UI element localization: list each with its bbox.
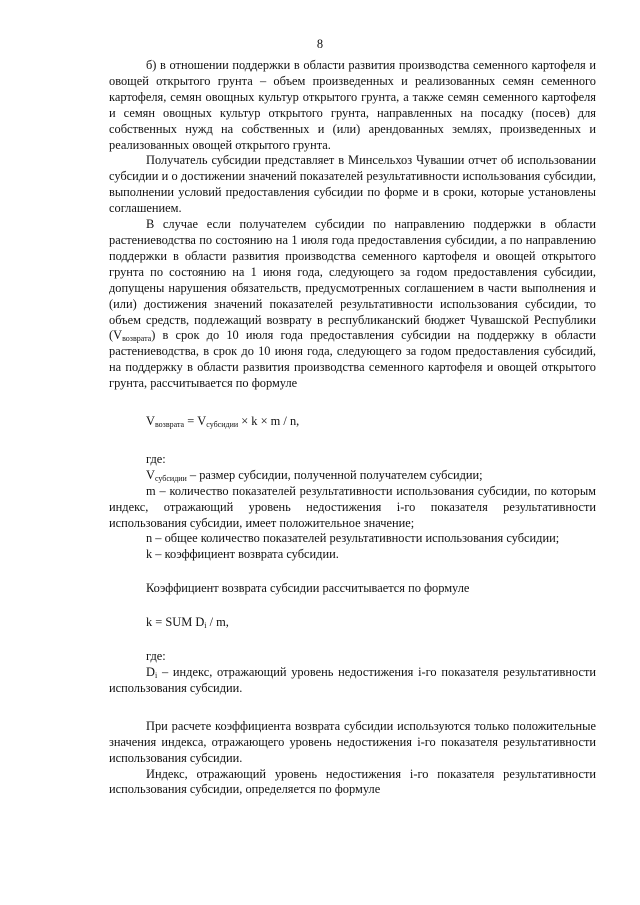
definition-symbol: D [146, 665, 155, 679]
definition-m: m – количество показателей результативности использования субсидии, по которым индекс, отражающий уровень недостижения i-го показателя результативности использования субсидии, имеет положительное значение; [109, 483, 596, 530]
paragraph-text-part: ) в срок до 10 июля года предоставления субсидии на поддержку в области растениеводства, в срок до 10 июня года, следующего за годом предоставления субсидий, на поддержку в области развития производства семенного картофеля и овощей открытого грунта, рассчитывается по формуле [109, 328, 596, 391]
formula-symbol: k = SUM D [146, 615, 205, 630]
formula-return-volume [109, 414, 596, 430]
definition-k: k – коэффициент возврата субсидии. [146, 547, 339, 562]
formula-symbol: = V [184, 414, 207, 429]
paragraph-report-submission: Получатель субсидии представляет в Минсельхоз Чувашии отчет об использовании субсидии и о достижении значений показателей результативности использования субсидии, выполнении условий предоставления субсидии по форме и в сроки, которые установлены соглашением. [109, 153, 596, 216]
definition-subscript: i [154, 671, 158, 680]
paragraph-index-definition: Индекс, отражающий уровень недостижения i-го показателя результативности использования субсидии, определяется по формуле [109, 766, 596, 797]
definition-text: – индекс, отражающий уровень недостижения i-го показателя результативности использования субсидии. [109, 665, 596, 695]
formula-symbol: × k × m / n, [238, 414, 300, 429]
formula-subscript: i [204, 621, 207, 631]
coefficient-intro: Коэффициент возврата субсидии рассчитывается по формуле [146, 581, 470, 596]
formula-symbol: / m, [206, 615, 229, 630]
paragraph-text-part: В случае если получателем субсидии по направлению поддержки в области растениеводства по состоянию на 1 июля года предоставления субсидии, а по направлению поддержки в области развития производства семенного картофеля и овощей открытого грунта по состоянию на 1 июня года, следующего за годом предоставления субсидии, допущены нарушения обязательств, предусмотренных соглашением в части выполнения и (или) достижения значений показателей результативности использования субсидии, то объем средств, подлежащий возврату в республиканский бюджет Чувашской Республики (V [109, 217, 596, 343]
where-label: где: [146, 649, 166, 664]
paragraph-return-violation [109, 217, 596, 392]
paragraph-positive-values: При расчете коэффициента возврата субсидии используются только положительные значения индекса, отражающего уровень недостижения i-го показателя результативности использования субсидии. [109, 718, 596, 765]
definition-text: – размер субсидии, полученной получателем субсидии; [186, 467, 483, 482]
definition-d-index [109, 665, 596, 697]
paragraph-seed-potato-volume: б) в отношении поддержки в области развития производства семенного картофеля и овощей открытого грунта – объем произведенных и реализованных семян семенного картофеля, семян овощных культур открытого грунта, а также семян семенного картофеля и семян овощных культур открытого грунта, направленных на посадку (посев) для собственных нужд на собственных и (или) арендованных землях, произведенных и реализованных овощей открытого грунта. [109, 58, 596, 152]
page-number: 8 [316, 37, 324, 51]
formula-subscript: возврата [154, 420, 185, 430]
formula-subscript: субсидии [206, 420, 239, 430]
definition-symbol: V [146, 467, 155, 482]
definition-v-subsidy [109, 468, 596, 484]
definition-n: n – общее количество показателей результативности использования субсидии; [146, 531, 560, 546]
formula-coefficient [109, 615, 596, 631]
formula-symbol: V [146, 414, 155, 429]
document-body [109, 58, 596, 798]
where-label: где: [146, 451, 166, 466]
subscript: возврата [122, 334, 152, 344]
definition-subscript: субсидии [154, 473, 187, 483]
